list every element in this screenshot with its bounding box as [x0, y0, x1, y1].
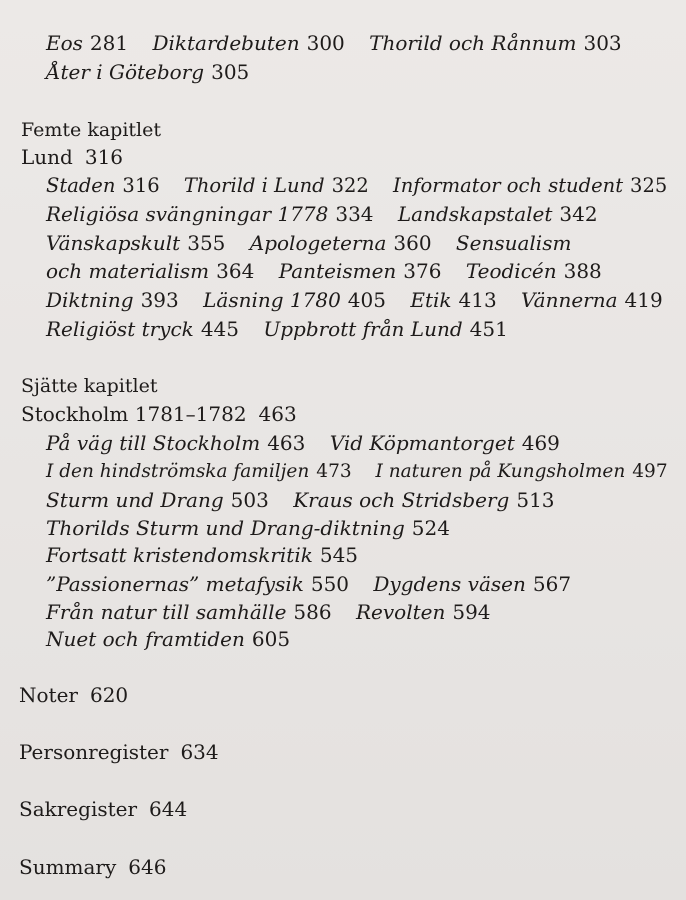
- toc-entry: [46, 31, 128, 55]
- toc-entry: [46, 488, 269, 512]
- toc-entry-page: 405: [347, 288, 386, 312]
- toc-entry-title: Diktning: [46, 288, 134, 312]
- chapter-label: Femte kapitlet: [21, 119, 161, 141]
- toc-entry: [466, 259, 602, 283]
- toc-entry-title: Uppbrott från Lund: [263, 317, 463, 341]
- chapter-label: Sjätte kapitlet: [21, 375, 158, 397]
- toc-entry: [393, 174, 667, 197]
- toc-entry-page: 355: [187, 231, 226, 255]
- backmatter-title: Summary: [19, 855, 117, 879]
- toc-entry: [250, 231, 432, 255]
- toc-entry: [46, 259, 254, 283]
- toc-line: [46, 626, 290, 652]
- toc-entry-title: Sturm und Drang: [46, 488, 224, 512]
- toc-entry-page: 322: [331, 174, 369, 197]
- toc-entry-title: I den hindströmska familjen: [46, 461, 310, 482]
- toc-entry: [369, 31, 622, 55]
- toc-entry-title: I naturen på Kungsholmen: [375, 461, 626, 482]
- toc-line: [46, 258, 602, 284]
- toc-entry-title: Revolten: [355, 600, 446, 624]
- toc-entry-title: Etik: [410, 288, 452, 312]
- toc-entry-page: 524: [411, 516, 450, 540]
- backmatter-page: 646: [128, 855, 167, 879]
- toc-entry-page: 550: [310, 572, 350, 596]
- toc-entry-page: 594: [452, 600, 491, 624]
- toc-entry: [46, 516, 450, 540]
- chapter-title: Lund: [21, 145, 73, 169]
- toc-line: [46, 599, 491, 625]
- toc-entry-page: 342: [559, 202, 598, 226]
- toc-entry-page: 463: [267, 431, 306, 455]
- toc-entry: [46, 431, 305, 455]
- toc-entry: [356, 600, 491, 624]
- toc-entry-page: 388: [563, 259, 602, 283]
- toc-entry-title: Vännerna: [521, 288, 618, 312]
- toc-entry: [330, 431, 560, 455]
- toc-entry: [203, 288, 386, 312]
- toc-entry: [46, 174, 160, 197]
- backmatter-title: Noter: [19, 683, 78, 707]
- toc-entry-page: 451: [469, 317, 508, 341]
- backmatter-title: Sakregister: [19, 797, 138, 821]
- toc-entry-title: Religiösa svängningar 1778: [46, 202, 329, 226]
- toc-entry-title: Eos: [46, 31, 83, 55]
- toc-entry-page: 393: [140, 288, 179, 312]
- toc-entry-title: Åter i Göteborg: [46, 60, 205, 84]
- toc-entry: [46, 202, 374, 226]
- toc-entry-page: 473: [316, 461, 352, 482]
- toc-entry-page: 545: [319, 543, 359, 567]
- toc-line: [46, 230, 571, 256]
- toc-entry-title: Staden: [46, 174, 116, 197]
- toc-line: [46, 316, 508, 342]
- toc-entry-title: Fortsatt kristendomskritik: [46, 543, 313, 567]
- toc-entry: [46, 317, 239, 341]
- toc-entry-page: 316: [122, 174, 160, 197]
- toc-entry-page: 360: [393, 231, 432, 255]
- backmatter-page: 620: [89, 683, 129, 707]
- toc-entry-title: Panteismen: [278, 259, 397, 283]
- toc-line: [46, 30, 622, 56]
- toc-entry-page: 300: [306, 31, 345, 55]
- toc-entry-page: 325: [630, 174, 668, 197]
- toc-entry: [46, 600, 332, 624]
- backmatter-entry: [19, 739, 219, 765]
- chapter-page: 463: [258, 402, 297, 426]
- toc-entry-page: 364: [216, 259, 255, 283]
- toc-entry-page: 513: [516, 488, 555, 512]
- toc-entry-title: Thorild i Lund: [183, 174, 325, 197]
- toc-entry: [410, 288, 496, 312]
- toc-entry-title: Nuet och framtiden: [46, 627, 245, 651]
- toc-entry-title: Teodicén: [465, 259, 557, 283]
- toc-entry-title: Thorild och Rånnum: [369, 31, 577, 55]
- backmatter-page: 644: [149, 797, 188, 821]
- chapter-page: 316: [84, 145, 124, 169]
- toc-line: [46, 430, 560, 456]
- toc-entry-title: Dygdens väsen: [373, 572, 526, 596]
- toc-entry-page: 503: [230, 488, 269, 512]
- toc-entry: [46, 60, 249, 84]
- toc-entry: [46, 543, 358, 567]
- toc-entry-page: 303: [583, 31, 622, 55]
- toc-line: [46, 287, 663, 313]
- toc-entry-title: Läsning 1780: [203, 288, 341, 312]
- toc-entry: [46, 572, 349, 596]
- backmatter-entry: [19, 796, 187, 822]
- toc-line: [46, 571, 571, 597]
- toc-entry-title: Sensualism: [455, 231, 572, 255]
- toc-entry-title: Religiöst tryck: [46, 317, 194, 341]
- chapter-heading: [21, 144, 123, 170]
- toc-entry: [293, 488, 554, 512]
- toc-entry: [46, 627, 290, 651]
- backmatter-page: 634: [180, 740, 219, 764]
- toc-entry-title: Apologeterna: [249, 231, 387, 255]
- toc-entry-page: 586: [293, 600, 332, 624]
- toc-entry: [46, 288, 179, 312]
- toc-entry-title: På väg till Stockholm: [46, 431, 261, 455]
- toc-entry-title: Diktardebuten: [152, 31, 300, 55]
- toc-entry: [456, 231, 572, 255]
- backmatter-entry: [19, 682, 128, 708]
- toc-entry-page: 376: [403, 259, 442, 283]
- toc-entry-page: 305: [211, 60, 250, 84]
- toc-entry: [263, 317, 507, 341]
- chapter-title: Stockholm 1781–1782: [21, 402, 247, 426]
- toc-entry-title: Landskapstalet: [397, 202, 553, 226]
- toc-entry-title: Vänskapskult: [46, 231, 181, 255]
- backmatter-title: Personregister: [19, 740, 169, 764]
- toc-entry: [184, 174, 369, 197]
- toc-line: [46, 201, 598, 227]
- toc-entry-title: Från natur till samhälle: [46, 600, 287, 624]
- toc-entry: [398, 202, 598, 226]
- toc-entry-page: 567: [532, 572, 572, 596]
- toc-line: [46, 459, 668, 485]
- toc-entry-page: 497: [632, 461, 668, 482]
- toc-entry-page: 469: [521, 431, 560, 455]
- toc-line: [46, 173, 667, 199]
- toc-line: [46, 515, 450, 541]
- toc-entry-title: Thorilds Sturm und Drang-diktning: [46, 516, 405, 540]
- toc-entry-title: Informator och student: [393, 174, 624, 197]
- toc-entry-page: 605: [251, 627, 291, 651]
- toc-entry: [46, 461, 352, 482]
- toc-entry-page: 413: [458, 288, 497, 312]
- toc-entry: [46, 231, 225, 255]
- toc-entry-page: 281: [89, 31, 129, 55]
- toc-entry: [376, 461, 668, 482]
- toc-entry: [521, 288, 663, 312]
- chapter-heading: [21, 401, 297, 427]
- toc-line: [46, 542, 358, 568]
- toc-entry-title: Vid Köpmantorget: [329, 431, 515, 455]
- toc-entry: [279, 259, 442, 283]
- toc-entry-title: ”Passionernas” metafysik: [46, 572, 304, 596]
- toc-entry-page: 445: [200, 317, 239, 341]
- toc-entry: [152, 31, 344, 55]
- toc-entry: [373, 572, 571, 596]
- backmatter-entry: [19, 854, 166, 880]
- toc-entry-page: 419: [624, 288, 663, 312]
- toc-line: [46, 487, 555, 513]
- toc-entry-page: 334: [335, 202, 374, 226]
- toc-entry-title: och materialism: [46, 259, 210, 283]
- toc-line: [46, 59, 249, 85]
- toc-entry-title: Kraus och Stridsberg: [293, 488, 510, 512]
